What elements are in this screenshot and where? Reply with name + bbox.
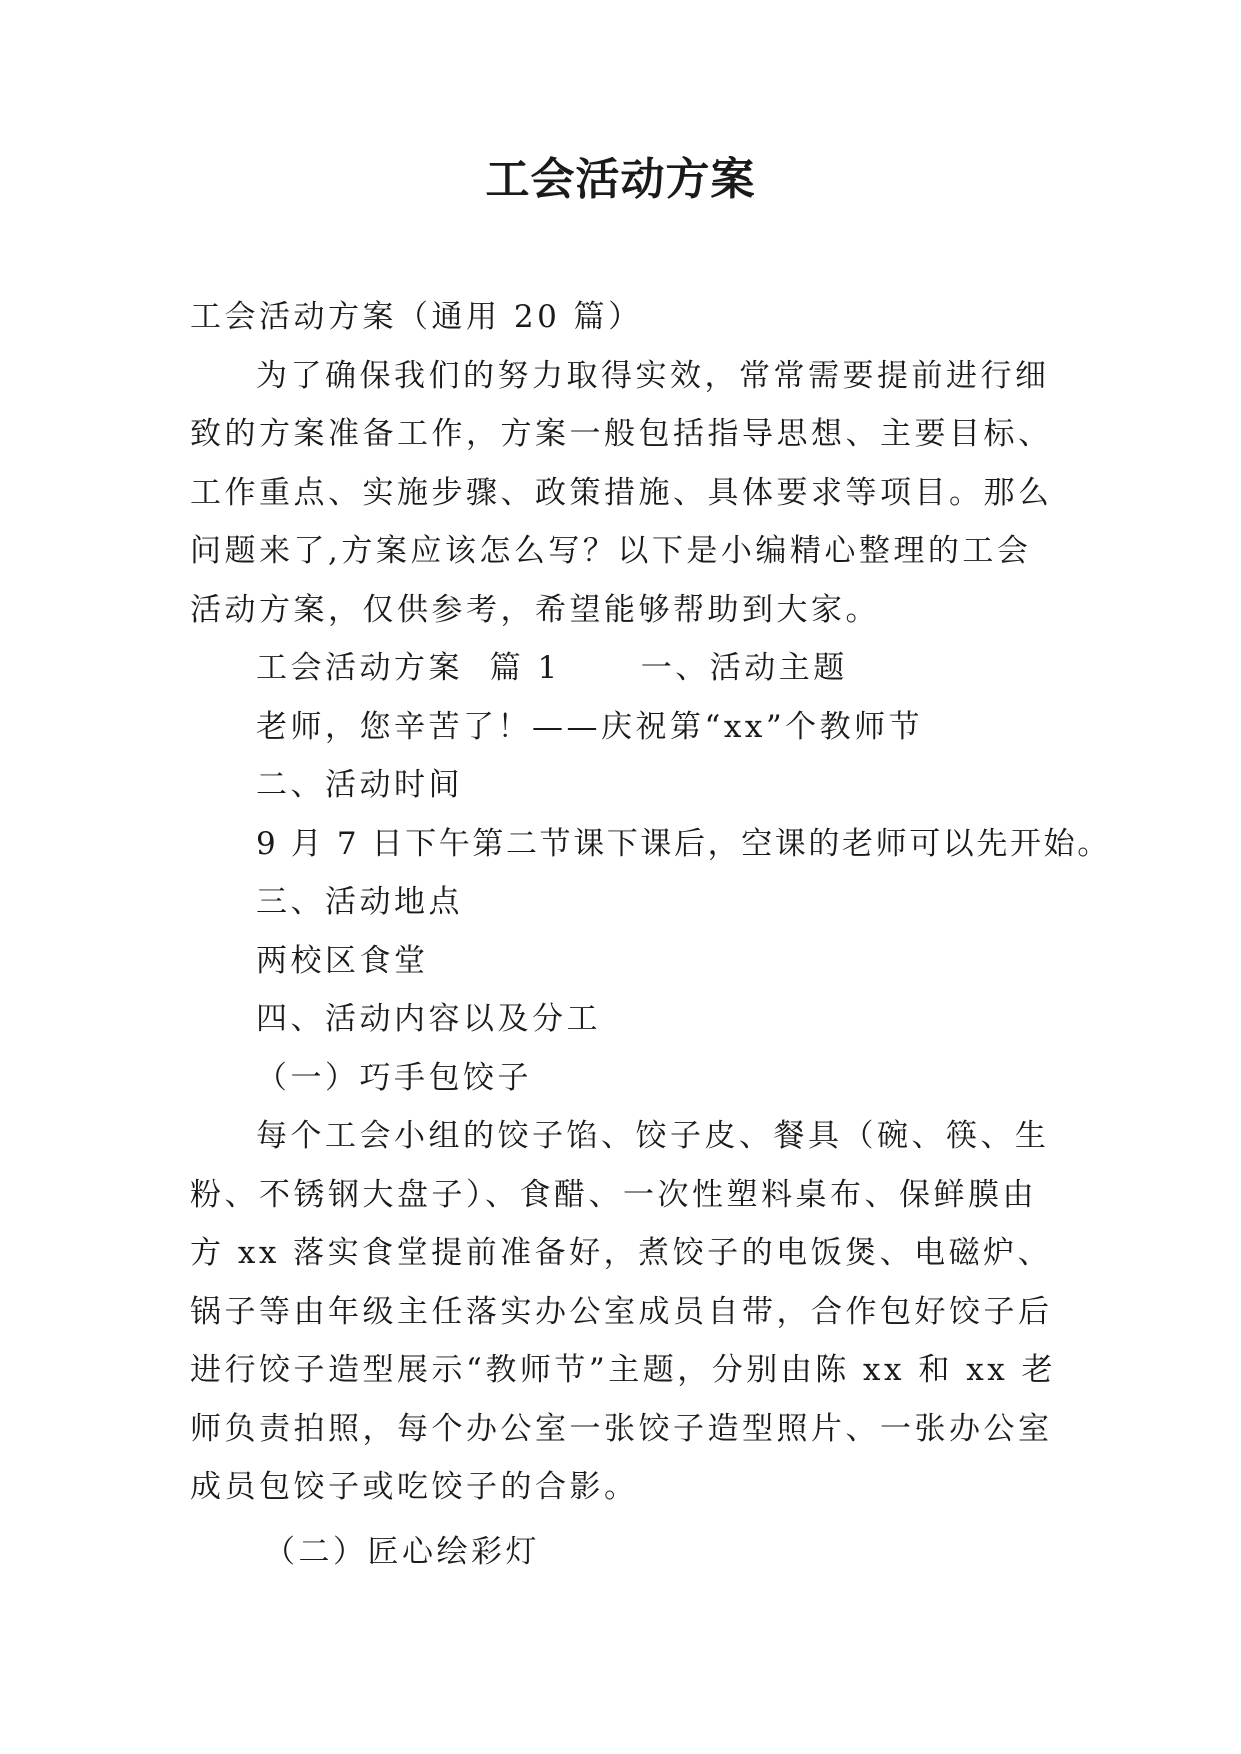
section4-heading: 四、活动内容以及分工 [256, 1001, 601, 1037]
intro-paragraph: 为了确保我们的努力取得实效，常常需要提前进行细致的方案准备工作，方案一般包括指导思想、主要目标、工作重点、实施步骤、政策措施、具体要求等项目。那么问题来了,方案应该怎么写？以下是小编精心整理的工会活动方案，仅供参考，希望能够帮助到大家。 [190, 357, 1053, 628]
plan-heading: 工会活动方案 篇 1 [256, 650, 561, 686]
section1-text: 老师，您辛苦了！——庆祝第“xx”个教师节 [256, 708, 924, 745]
section3-heading: 三、活动地点 [256, 884, 463, 920]
section3-text: 两校区食堂 [256, 942, 429, 979]
section2-text: 9 月 7 日下午第二节课下课后，空课的老师可以先开始。 [256, 825, 1111, 862]
item2-heading: （二）匠心绘彩灯 [264, 1533, 540, 1570]
document-body [190, 288, 1111, 1581]
plan-heading-line [190, 639, 1060, 698]
item1-heading: （一）巧手包饺子 [256, 1059, 532, 1096]
section1-heading: 一、活动主题 [640, 650, 848, 686]
item1-paragraph: 每个工会小组的饺子馅、饺子皮、餐具（碗、筷、生粉、不锈钢大盘子）、食醋、一次性塑料桌布、保鲜膜由方 xx 落实食堂提前准备好，煮饺子的电饭煲、电磁炉、锅子等由年级主任落实办公室成员自带，合作包好饺子后进行饺子造型展示“教师节”主题，分别由陈 xx 和 xx 老师负责拍照，每个办公室一张饺子造型照片、一张办公室成员包饺子或吃饺子的合影。 [190, 1118, 1057, 1505]
section2-heading: 二、活动时间 [256, 767, 463, 803]
document-title: 工会活动方案 [485, 154, 756, 205]
document-subtitle: 工会活动方案（通用 20 篇） [190, 299, 643, 335]
